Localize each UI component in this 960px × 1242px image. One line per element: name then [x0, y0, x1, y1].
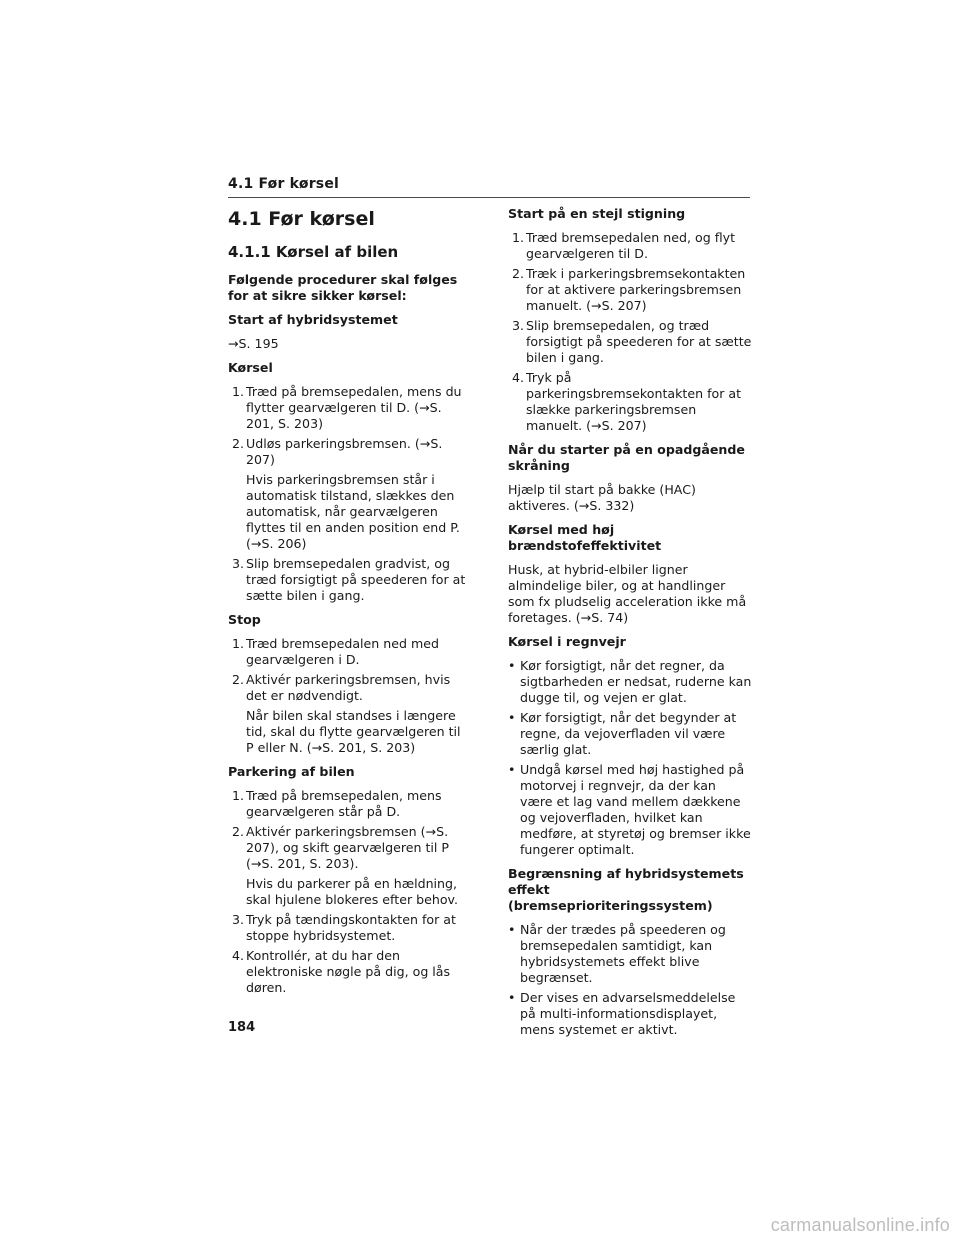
- list-item: [232, 672, 472, 756]
- chapter-title: 4.1 Før kørsel: [228, 208, 375, 230]
- list-item: [232, 556, 472, 604]
- bullet-icon: •: [508, 762, 516, 777]
- step-note: Når bilen skal standses i længere tid, skal du flytte gearvælgeren til P eller N. (→S. 201, S. 203): [246, 708, 461, 755]
- step-text: Aktivér parkeringsbremsen, hvis det er nødvendigt.: [246, 672, 451, 703]
- step-text: Aktivér parkeringsbremsen (→S. 207), og skift gearvælgeren til P (→S. 201, S. 203).: [246, 824, 450, 871]
- list-item: [232, 788, 472, 820]
- list-item: [508, 710, 752, 758]
- rain-heading: Kørsel i regnvejr: [508, 634, 626, 649]
- parking-heading: Parkering af bilen: [228, 764, 355, 779]
- list-item: [508, 658, 752, 706]
- intro-heading: Følgende procedurer skal følges for at sikre sikker kørsel:: [228, 272, 458, 303]
- list-item: [508, 990, 752, 1038]
- bullet-icon: •: [508, 710, 516, 725]
- step-text: Tryk på parkeringsbremsekontakten for at slække parkeringsbremsen manuelt. (→S. 207): [526, 370, 742, 433]
- fuel-heading: Kørsel med høj brændstofeffektivitet: [508, 522, 662, 553]
- limit-bullets: [508, 922, 752, 1038]
- bullet-text: Når der trædes på speederen og bremsepedalen samtidigt, kan hybridsystemets effekt blive begrænset.: [520, 922, 726, 985]
- bullet-text: Undgå kørsel med høj hastighed på motorvej i regnvejr, da der kan være et lag vand mellem dækkene og vejoverfladen, hvilket kan medføre, at styretøj og bremser ikke fungerer optimalt.: [520, 762, 751, 857]
- step-note: Hvis parkeringsbremsen står i automatisk tilstand, slækkes den automatisk, når gearvælgeren flyttes til en anden position end P. (→S. 206): [246, 472, 460, 551]
- bullet-icon: •: [508, 922, 516, 937]
- step-text: Træd på bremsepedalen, mens du flytter gearvælgeren til D. (→S. 201, S. 203): [246, 384, 462, 431]
- step-text: Træd bremsepedalen ned med gearvælgeren i D.: [246, 636, 440, 667]
- parking-steps: [228, 788, 472, 996]
- list-item: [232, 436, 472, 552]
- step-number: 1.: [232, 384, 245, 399]
- step-number: 1.: [512, 230, 525, 245]
- uphill-heading: Når du starter på en opadgående skråning: [508, 442, 745, 473]
- hill-heading: Start på en stejl stigning: [508, 206, 686, 221]
- fuel-text: Husk, at hybrid-elbiler ligner almindelige biler, og at handlinger som fx pludselig acceleration ikke må foretages. (→S. 74): [508, 562, 747, 625]
- stop-steps: [228, 636, 472, 756]
- running-header: 4.1 Før kørsel: [228, 176, 750, 198]
- section-title: 4.1.1 Kørsel af bilen: [228, 243, 399, 261]
- page-number: 184: [228, 1020, 256, 1035]
- step-number: 4.: [512, 370, 525, 385]
- step-number: 1.: [232, 788, 245, 803]
- right-column: [508, 206, 752, 1046]
- list-item: [232, 636, 472, 668]
- bullet-text: Kør forsigtigt, når det regner, da sigtbarheden er nedsat, ruderne kan dugge til, og vejen er glat.: [520, 658, 752, 705]
- list-item: [232, 824, 472, 908]
- step-text: Udløs parkeringsbremsen. (→S. 207): [246, 436, 443, 467]
- step-text: Træk i parkeringsbremsekontakten for at aktivere parkeringsbremsen manuelt. (→S. 207): [526, 266, 746, 313]
- driving-heading: Kørsel: [228, 360, 273, 375]
- step-text: Slip bremsepedalen, og træd forsigtigt på speederen for at sætte bilen i gang.: [526, 318, 752, 365]
- list-item: [512, 266, 752, 314]
- step-number: 3.: [232, 556, 245, 571]
- bullet-icon: •: [508, 990, 516, 1005]
- list-item: [232, 384, 472, 432]
- step-number: 2.: [232, 672, 245, 687]
- list-item: [512, 370, 752, 434]
- list-item: [232, 912, 472, 944]
- rain-bullets: [508, 658, 752, 858]
- step-number: 1.: [232, 636, 245, 651]
- step-text: Træd bremsepedalen ned, og flyt gearvælgeren til D.: [526, 230, 736, 261]
- step-note: Hvis du parkerer på en hældning, skal hjulene blokeres efter behov.: [246, 876, 459, 907]
- step-number: 3.: [512, 318, 525, 333]
- step-number: 3.: [232, 912, 245, 927]
- hill-steps: [508, 230, 752, 434]
- step-text: Slip bremsepedalen gradvist, og træd forsigtigt på speederen for at sætte bilen i gang.: [246, 556, 466, 603]
- left-column: [228, 206, 472, 1004]
- bullet-text: Der vises en advarselsmeddelelse på multi-informationsdisplayet, mens systemet er aktivt.: [520, 990, 736, 1037]
- stop-heading: Stop: [228, 612, 261, 627]
- start-reference: →S. 195: [228, 336, 279, 351]
- uphill-text: Hjælp til start på bakke (HAC) aktiveres. (→S. 332): [508, 482, 696, 513]
- bullet-text: Kør forsigtigt, når det begynder at regne, da vejoverfladen vil være særlig glat.: [520, 710, 737, 757]
- list-item: [512, 230, 752, 262]
- step-number: 4.: [232, 948, 245, 963]
- step-number: 2.: [232, 824, 245, 839]
- step-text: Træd på bremsepedalen, mens gearvælgeren står på D.: [246, 788, 442, 819]
- list-item: [512, 318, 752, 366]
- step-number: 2.: [512, 266, 525, 281]
- step-text: Kontrollér, at du har den elektroniske nøgle på dig, og lås døren.: [246, 948, 451, 995]
- step-text: Tryk på tændingskontakten for at stoppe hybridsystemet.: [246, 912, 456, 943]
- list-item: [232, 948, 472, 996]
- list-item: [508, 922, 752, 986]
- list-item: [508, 762, 752, 858]
- limit-heading: Begrænsning af hybridsystemets effekt (bremseprioriteringssystem): [508, 866, 744, 913]
- step-number: 2.: [232, 436, 245, 451]
- driving-steps: [228, 384, 472, 604]
- start-heading: Start af hybridsystemet: [228, 312, 398, 327]
- watermark: carmanualsonline.info: [770, 1215, 950, 1235]
- bullet-icon: •: [508, 658, 516, 673]
